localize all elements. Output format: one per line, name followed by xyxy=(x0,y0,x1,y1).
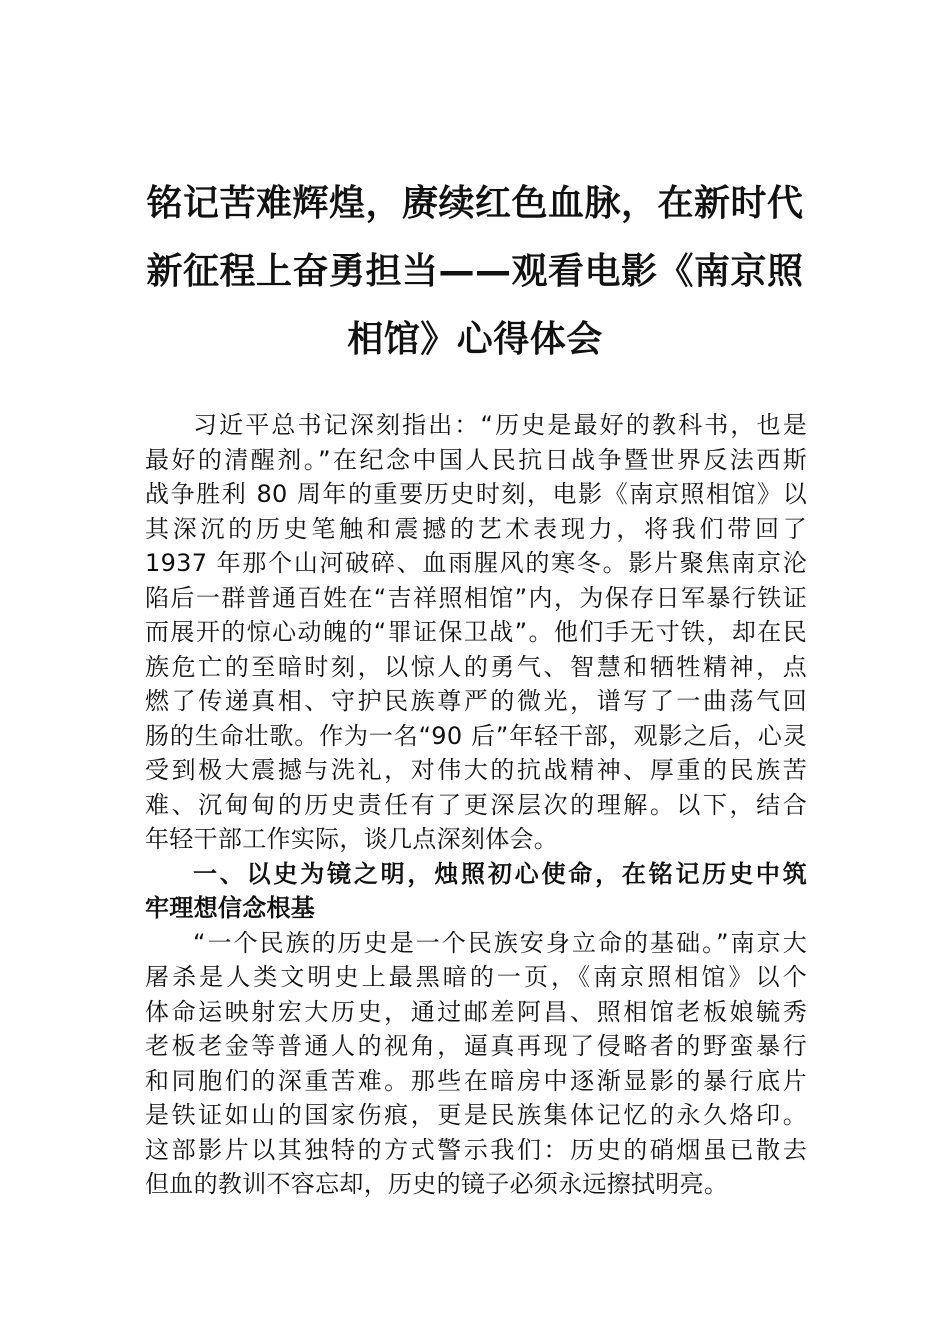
title-line: 铭记苦难辉煌，赓续红色血脉，在新时代 xyxy=(146,183,804,224)
paragraph-line: 战争胜利 80 周年的重要历史时刻，电影《南京照相馆》以 xyxy=(145,480,807,508)
paragraph-line: 和同胞们的深重苦难。那些在暗房中逐渐显影的暴行底片 xyxy=(145,1066,807,1095)
title-line: 新征程上奋勇担当——观看电影《南京照 xyxy=(146,251,804,292)
paragraph-line: “一个民族的历史是一个民族安身立命的基础。”南京大 xyxy=(193,928,807,957)
paragraph-line: 习近平总书记深刻指出：“历史是最好的教科书，也是 xyxy=(193,411,807,439)
paragraph-line: 肠的生命壮歌。作为一名“90 后”年轻干部，观影之后，心灵 xyxy=(145,721,807,750)
paragraph-line: 屠杀是人类文明史上最黑暗的一页，《南京照相馆》以个 xyxy=(145,963,807,991)
paragraph-line: 而展开的惊心动魄的“罪证保卫战”。他们手无寸铁，却在民 xyxy=(145,618,807,646)
paragraph-line: 陷后一群普通百姓在“吉祥照相馆”内，为保存日军暴行铁证 xyxy=(145,583,807,612)
intro-paragraph xyxy=(145,408,807,857)
section-paragraph xyxy=(145,926,807,1202)
paragraph-line: 燃了传递真相、守护民族尊严的微光，谱写了一曲荡气回 xyxy=(145,687,807,715)
paragraph-line: 其深沉的历史笔触和震撼的艺术表现力，将我们带回了 xyxy=(145,514,807,543)
document-title xyxy=(145,170,805,374)
paragraph-line: 但血的教训不容忘却，历史的镜子必须永远擦拭明亮。 xyxy=(145,1170,729,1198)
paragraph-line: 年轻干部工作实际，谈几点深刻体会。 xyxy=(145,825,559,853)
heading-line: 一、以史为镜之明，烛照初心使命，在铭记历史中筑 xyxy=(193,859,807,888)
paragraph-line: 体命运映射宏大历史，通过邮差阿昌、照相馆老板娘毓秀 xyxy=(145,997,807,1026)
paragraph-line: 最好的清醒剂。”在纪念中国人民抗日战争暨世界反法西斯 xyxy=(145,445,807,474)
paragraph-line: 难、沉甸甸的历史责任有了更深层次的理解。以下，结合 xyxy=(145,790,807,819)
paragraph-line: 1937 年那个山河破碎、血雨腥风的寒冬。影片聚焦南京沦 xyxy=(145,549,807,577)
paragraph-line: 受到极大震撼与洗礼，对伟大的抗战精神、厚重的民族苦 xyxy=(145,756,807,784)
paragraph-line: 是铁证如山的国家伤痕，更是民族集体记忆的永久烙印。 xyxy=(145,1101,807,1129)
section-heading xyxy=(145,857,807,926)
paragraph-line: 族危亡的至暗时刻，以惊人的勇气、智慧和牺牲精神，点 xyxy=(145,652,807,681)
paragraph-line: 老板老金等普通人的视角，逼真再现了侵略者的野蛮暴行 xyxy=(145,1032,807,1060)
heading-line: 牢理想信念根基 xyxy=(145,894,316,922)
paragraph-line: 这部影片以其独特的方式警示我们：历史的硝烟虽已散去 xyxy=(145,1135,807,1164)
document-body xyxy=(145,408,807,1202)
title-line: 相馆》心得体会 xyxy=(347,319,603,360)
